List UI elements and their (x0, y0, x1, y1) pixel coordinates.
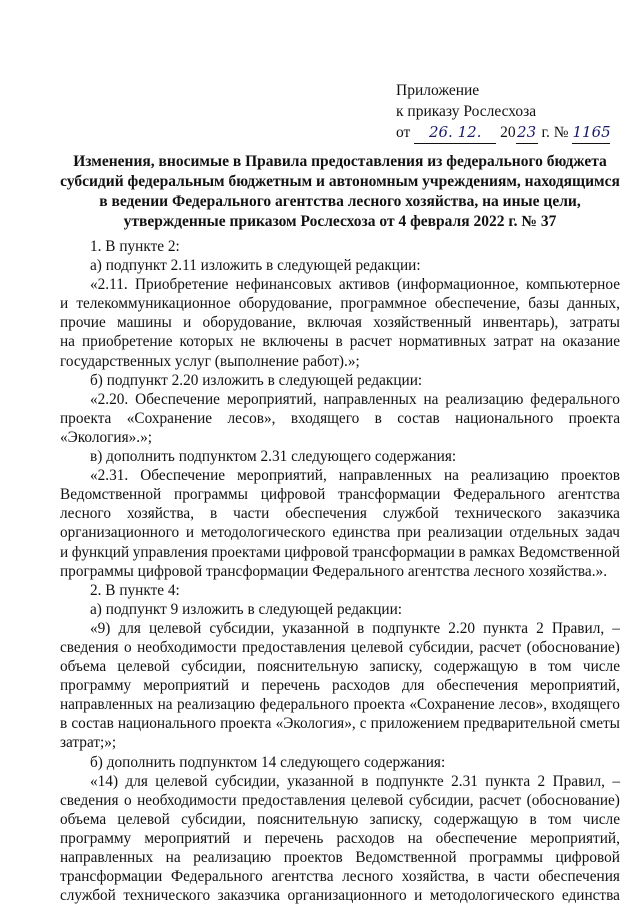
body-line: а) подпункт 9 изложить в следующей редакции: (90, 600, 403, 618)
body-line: «14) для целевой субсидии, указанной в подпункте 2.31 пункта 2 Правил, – (90, 772, 620, 790)
document-body (60, 237, 620, 905)
body-line: объема целевой субсидии, пояснительную записку, содержащую в том числе (60, 658, 620, 676)
body-line: б) подпункт 2.20 изложить в следующей редакции: (90, 371, 423, 389)
body-line: сведения о необходимости предоставления целевой субсидии, расчет (обоснование) (60, 638, 620, 656)
body-line: «2.31. Обеспечение мероприятий, направленных на реализацию проектов (90, 467, 620, 485)
appendix-heading: Приложение (396, 82, 480, 99)
body-line: программы цифровой трансформации Федерального агентства лесного хозяйства.». (60, 562, 608, 580)
body-line: лесного хозяйства, в части обеспечения службой технического заказчика (60, 505, 620, 523)
handwritten-number: 1165 (572, 122, 610, 144)
body-line: прочие машины и оборудование, включая хозяйственный инвентарь), затраты (60, 314, 620, 332)
body-line: в состав национального проекта «Экология», с приложением предварительной сметы (60, 715, 620, 733)
body-line: организационного и методологического единства при реализации отдельных задач (60, 524, 620, 542)
body-line: в) дополнить подпунктом 2.31 следующего содержания: (90, 448, 457, 466)
body-line: б) дополнить подпунктом 14 следующего содержания: (90, 753, 446, 771)
body-line: «9) для целевой субсидии, указанной в подпункте 2.20 пункта 2 Правил, – (90, 619, 620, 637)
body-line: а) подпункт 2.11 изложить в следующей редакции: (90, 257, 421, 275)
body-line: объема целевой субсидии, пояснительную записку, содержащую в том числе (60, 810, 620, 828)
body-line: 1. В пункте 2: (90, 238, 180, 255)
body-line: на приобретение которых не включены в расчет нормативных затрат на оказание (60, 333, 620, 351)
from-label: от (396, 124, 411, 141)
body-line: «Экология».»; (60, 428, 152, 446)
body-line: «2.11. Приобретение нефинансовых активов (информационное, компьютерное (90, 276, 620, 294)
body-line: Ведомственной программы цифровой трансформации Федерального агентства (60, 486, 620, 504)
body-line: трансформации Федерального агентства лесного хозяйства, в части обеспечения (60, 868, 620, 886)
body-line: направленных на реализацию проектов Ведомственной программы цифровой (60, 849, 620, 866)
body-line: и функций управления проектами цифровой трансформации в рамках Ведомственной (60, 543, 620, 561)
body-line: программу мероприятий и перечень расходов на обеспечение мероприятий, (60, 829, 620, 847)
body-line: проекта «Сохранение лесов», входящего в состав национального проекта (60, 409, 620, 427)
appendix-order-ref: к приказу Рослесхоза (396, 103, 537, 120)
body-line: и телекоммуникационное оборудование, программное обеспечение, базы данных, (60, 295, 620, 313)
document-title (60, 152, 620, 232)
body-line: государственных услуг (выполнение работ).»; (60, 352, 360, 370)
body-line: программу мероприятий и перечень расходов для обеспечения мероприятий, (60, 677, 620, 695)
body-line: службой технического заказчика организационного и методологического единства (60, 887, 620, 905)
body-line: 2. В пункте 4: (90, 581, 180, 599)
title-line: в ведении Федерального агентства лесного хозяйства, на иные цели, (99, 193, 581, 210)
body-line: затрат;»; (60, 734, 117, 752)
title-line: утвержденные приказом Рослесхоза от 4 февраля 2022 г. № 37 (123, 213, 557, 230)
handwritten-date: 26. 12. (414, 122, 496, 144)
year-prefix: 20 (500, 124, 516, 141)
appendix-block (396, 80, 610, 144)
title-line: субсидий федеральным бюджетным и автономным учреждениям, находящимся (60, 173, 620, 190)
body-line: «2.20. Обеспечение мероприятий, направленных на реализацию федерального (90, 390, 620, 408)
title-line: Изменения, вносимые в Правила предоставления из федерального бюджета (73, 153, 607, 170)
handwritten-year: 23 (516, 122, 538, 144)
year-suffix: г. № (541, 124, 569, 141)
body-line: направленных на реализацию федерального проекта «Сохранение лесов», входящего (60, 696, 620, 714)
body-line: сведения о необходимости предоставления целевой субсидии, расчет (обоснование) (60, 791, 620, 809)
appendix-date-line (396, 122, 610, 144)
